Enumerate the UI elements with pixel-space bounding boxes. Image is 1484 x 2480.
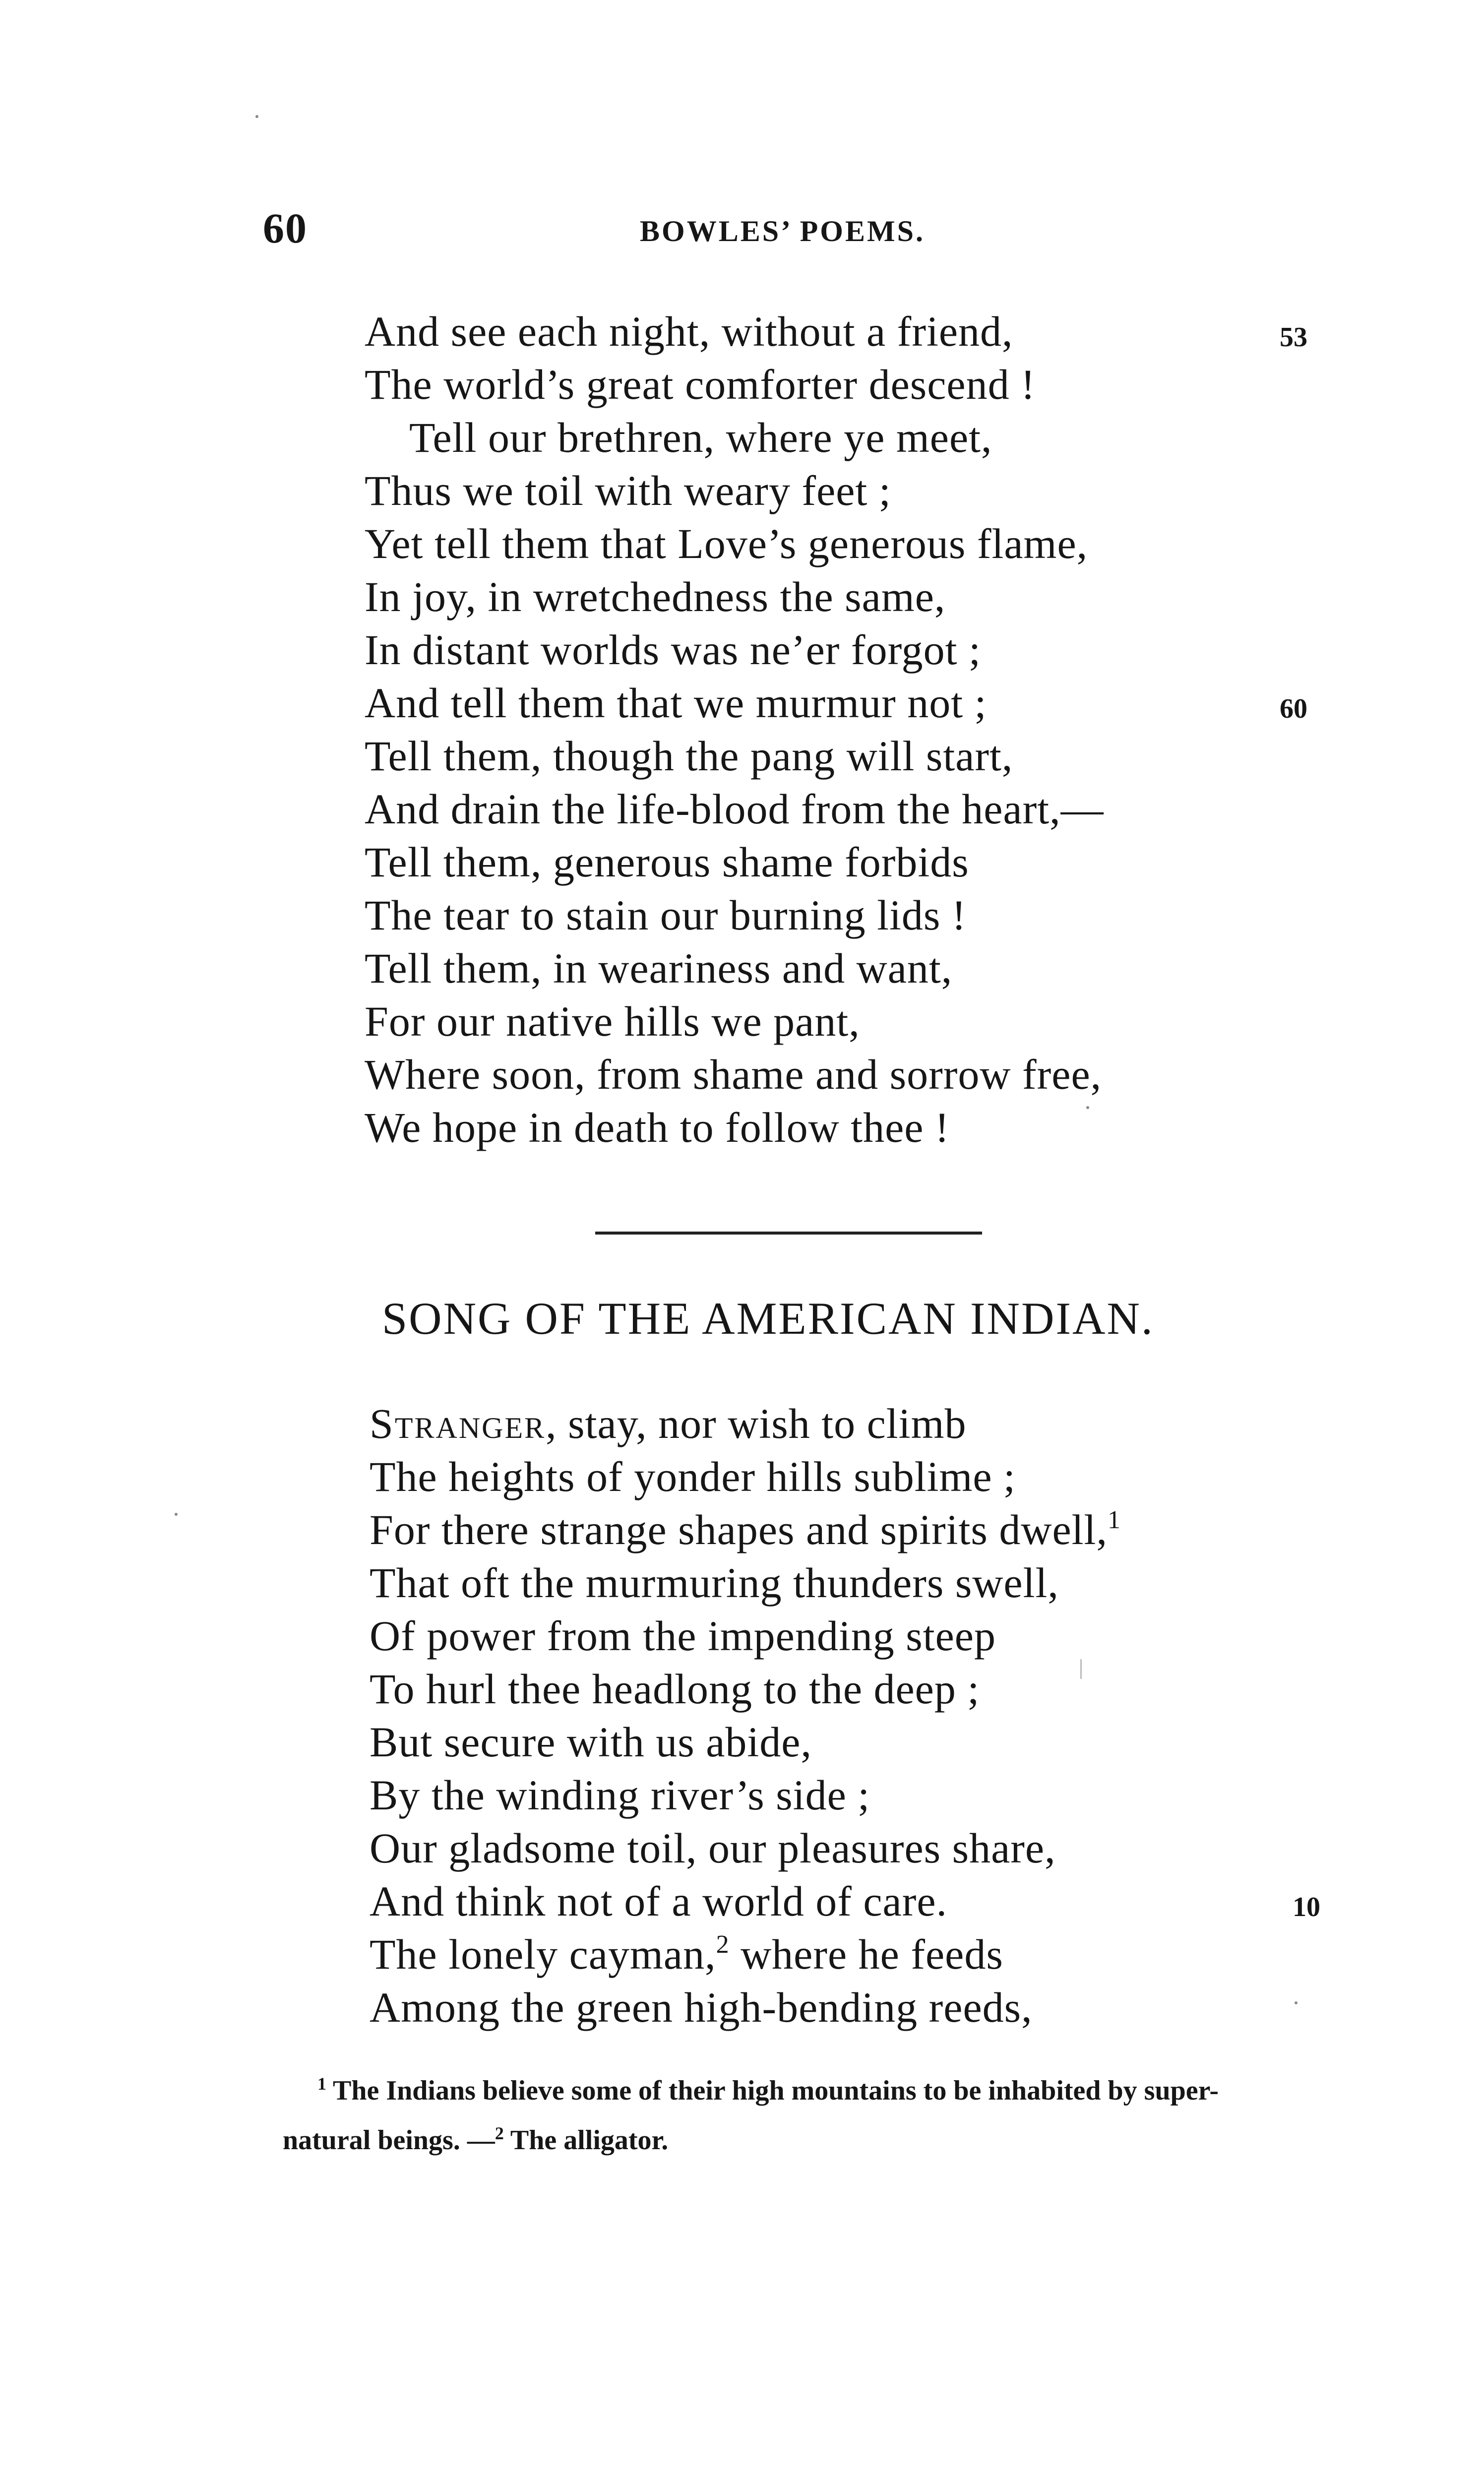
poem-line: The tear to stain our burning lids ! [365, 891, 967, 939]
poem-line: Tell our brethren, where ye meet, [409, 414, 992, 461]
page-header [263, 203, 1404, 258]
scan-speck [175, 1513, 178, 1516]
poem-line: For our native hills we pant, [365, 997, 860, 1045]
line-number: 53 [1280, 322, 1307, 353]
line-text: The lonely cayman, [370, 1930, 716, 1978]
poem-line: In distant worlds was ne’er forgot ; [365, 626, 981, 674]
scan-speck [255, 115, 258, 118]
poem-line: And drain the life-blood from the heart,— [365, 785, 1104, 833]
footnote-line [283, 2115, 1329, 2165]
poem-line: Among the green high-bending reeds, [370, 1984, 1033, 2031]
footnote-line [283, 2066, 1329, 2115]
section-divider [595, 1232, 982, 1235]
poem-line: Tell them, though the pang will start, [365, 732, 1013, 780]
opening-line-rest: , stay, nor wish to climb [546, 1400, 967, 1447]
line-text: where he feeds [729, 1930, 1003, 1978]
poem-line-with-footnote [370, 1505, 1121, 1554]
poem-line: Of power from the impending steep [370, 1612, 996, 1660]
running-title: BOWLES’ POEMS. [640, 215, 925, 248]
poem-line: Tell them, generous shame forbids [365, 838, 969, 886]
poem-line: Where soon, from shame and sorrow free, [365, 1051, 1102, 1098]
poem-line: And tell them that we murmur not ; [365, 679, 987, 727]
poem-line: By the winding river’s side ; [370, 1771, 870, 1819]
scan-speck [1086, 1106, 1089, 1109]
footnote-text: The Indians believe some of their high mountains to be inhabited by super- [326, 2075, 1219, 2106]
poem-line: To hurl thee headlong to the deep ; [370, 1665, 980, 1713]
footnote-marker: 2 [495, 2123, 504, 2143]
page-number: 60 [263, 204, 308, 252]
poem-line: And see each night, without a friend, [365, 308, 1013, 355]
poem-line: In joy, in wretchedness the same, [365, 573, 946, 620]
poem-line: But secure with us abide, [370, 1718, 812, 1766]
line-number: 10 [1293, 1892, 1320, 1922]
poem-line: And think not of a world of care. [370, 1877, 948, 1925]
poem-line: That oft the murmuring thunders swell, [370, 1559, 1059, 1607]
footnote-marker: 2 [716, 1930, 730, 1959]
opening-word: Stranger [370, 1400, 546, 1447]
footnote-marker: 1 [1107, 1506, 1121, 1534]
line-number: 60 [1280, 693, 1307, 724]
poem-line-first [370, 1399, 966, 1448]
poem-line: Thus we toil with weary feet ; [365, 467, 891, 514]
poem-line: The world’s great comforter descend ! [365, 361, 1036, 408]
scan-speck [1295, 2001, 1298, 2004]
poem-line: Tell them, in weariness and want, [365, 944, 953, 992]
poem-title: SONG OF THE AMERICAN INDIAN. [382, 1293, 1154, 1344]
poem-line: Our gladsome toil, our pleasures share, [370, 1824, 1056, 1872]
footnotes [283, 2066, 1329, 2165]
footnote-marker: 1 [317, 2074, 326, 2094]
line-text: For there strange shapes and spirits dwell, [370, 1506, 1108, 1553]
poem-line: We hope in death to follow thee ! [365, 1104, 950, 1151]
poem-line: The heights of yonder hills sublime ; [370, 1453, 1016, 1500]
footnote-text: The alligator. [503, 2125, 669, 2156]
footnote-text: natural beings. — [283, 2125, 495, 2156]
scan-speck [1080, 1659, 1082, 1679]
poem-line: Yet tell them that Love’s generous flame, [365, 520, 1088, 567]
poem-line-with-footnote [370, 1929, 1003, 1979]
